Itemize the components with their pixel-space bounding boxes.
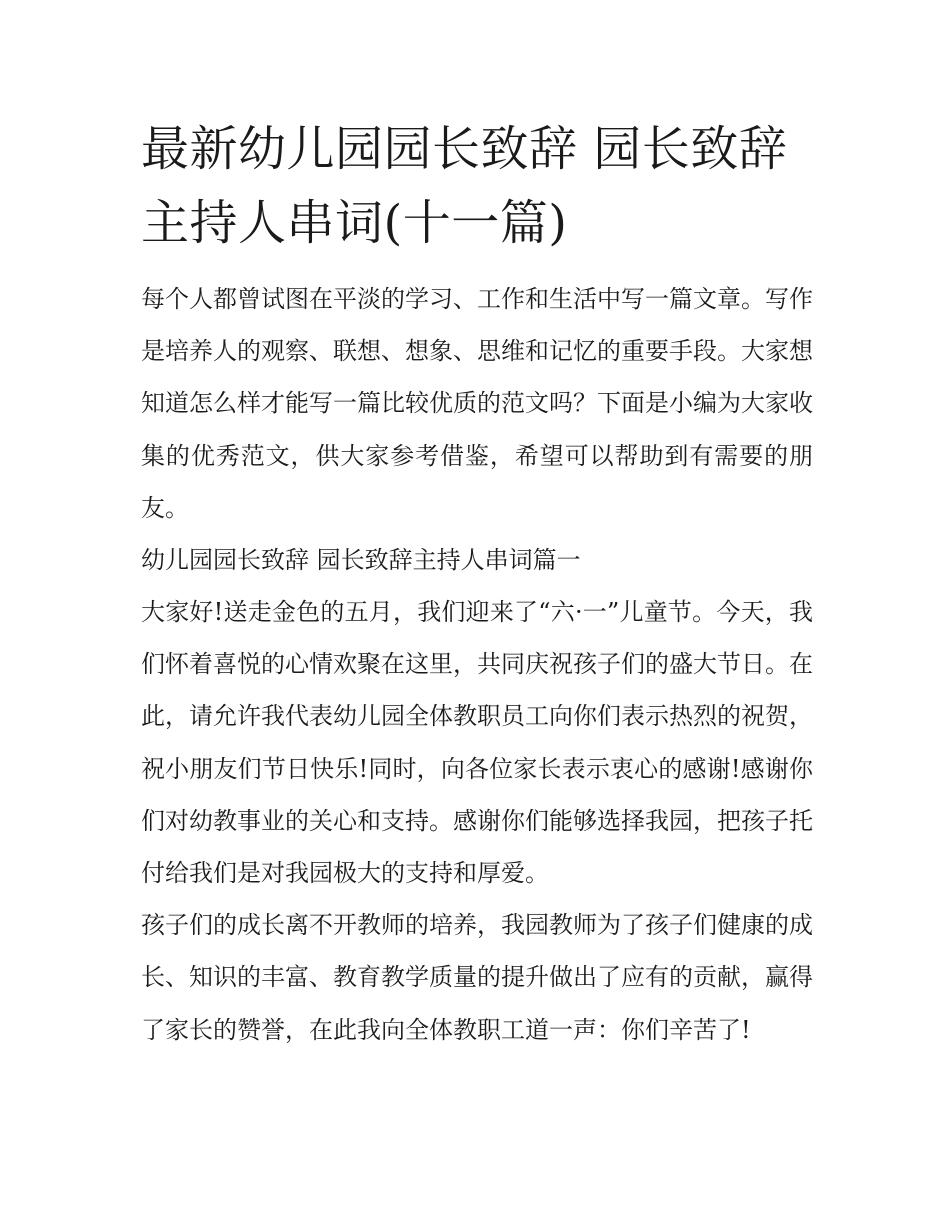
body-paragraph-1: 大家好!送走金色的五月，我们迎来了“六·一”儿童节。今天，我们怀着喜悦的心情欢聚在这里，共同庆祝孩子们的盛大节日。在此，请允许我代表幼儿园全体教职员工向你们表示热烈的祝贺，祝小朋友们节日快乐!同时，向各位家长表示衷心的感谢!感谢你们对幼教事业的关心和支持。感谢你们能够选择我园，把孩子托付给我们是对我园极大的支持和厚爱。 — [141, 598, 813, 888]
document-page — [141, 112, 813, 1056]
intro-paragraph: 每个人都曾试图在平淡的学习、工作和生活中写一篇文章。写作是培养人的观察、联想、想象、思维和记忆的重要手段。大家想知道怎么样才能写一篇比较优质的范文吗？下面是小编为大家收集的优秀范文，供大家参考借鉴，希望可以帮助到有需要的朋友。 — [141, 285, 813, 522]
body-paragraph-2: 孩子们的成长离不开教师的培养，我园教师为了孩子们健康的成长、知识的丰富、教育教学质量的提升做出了应有的贡献，赢得了家长的赞誉，在此我向全体教职工道一声：你们辛苦了! — [141, 911, 813, 1044]
document-title: 最新幼儿园园长致辞 园长致辞主持人串词(十一篇) — [141, 121, 788, 251]
section-heading: 幼儿园园长致辞 园长致辞主持人串词篇一 — [141, 546, 581, 575]
